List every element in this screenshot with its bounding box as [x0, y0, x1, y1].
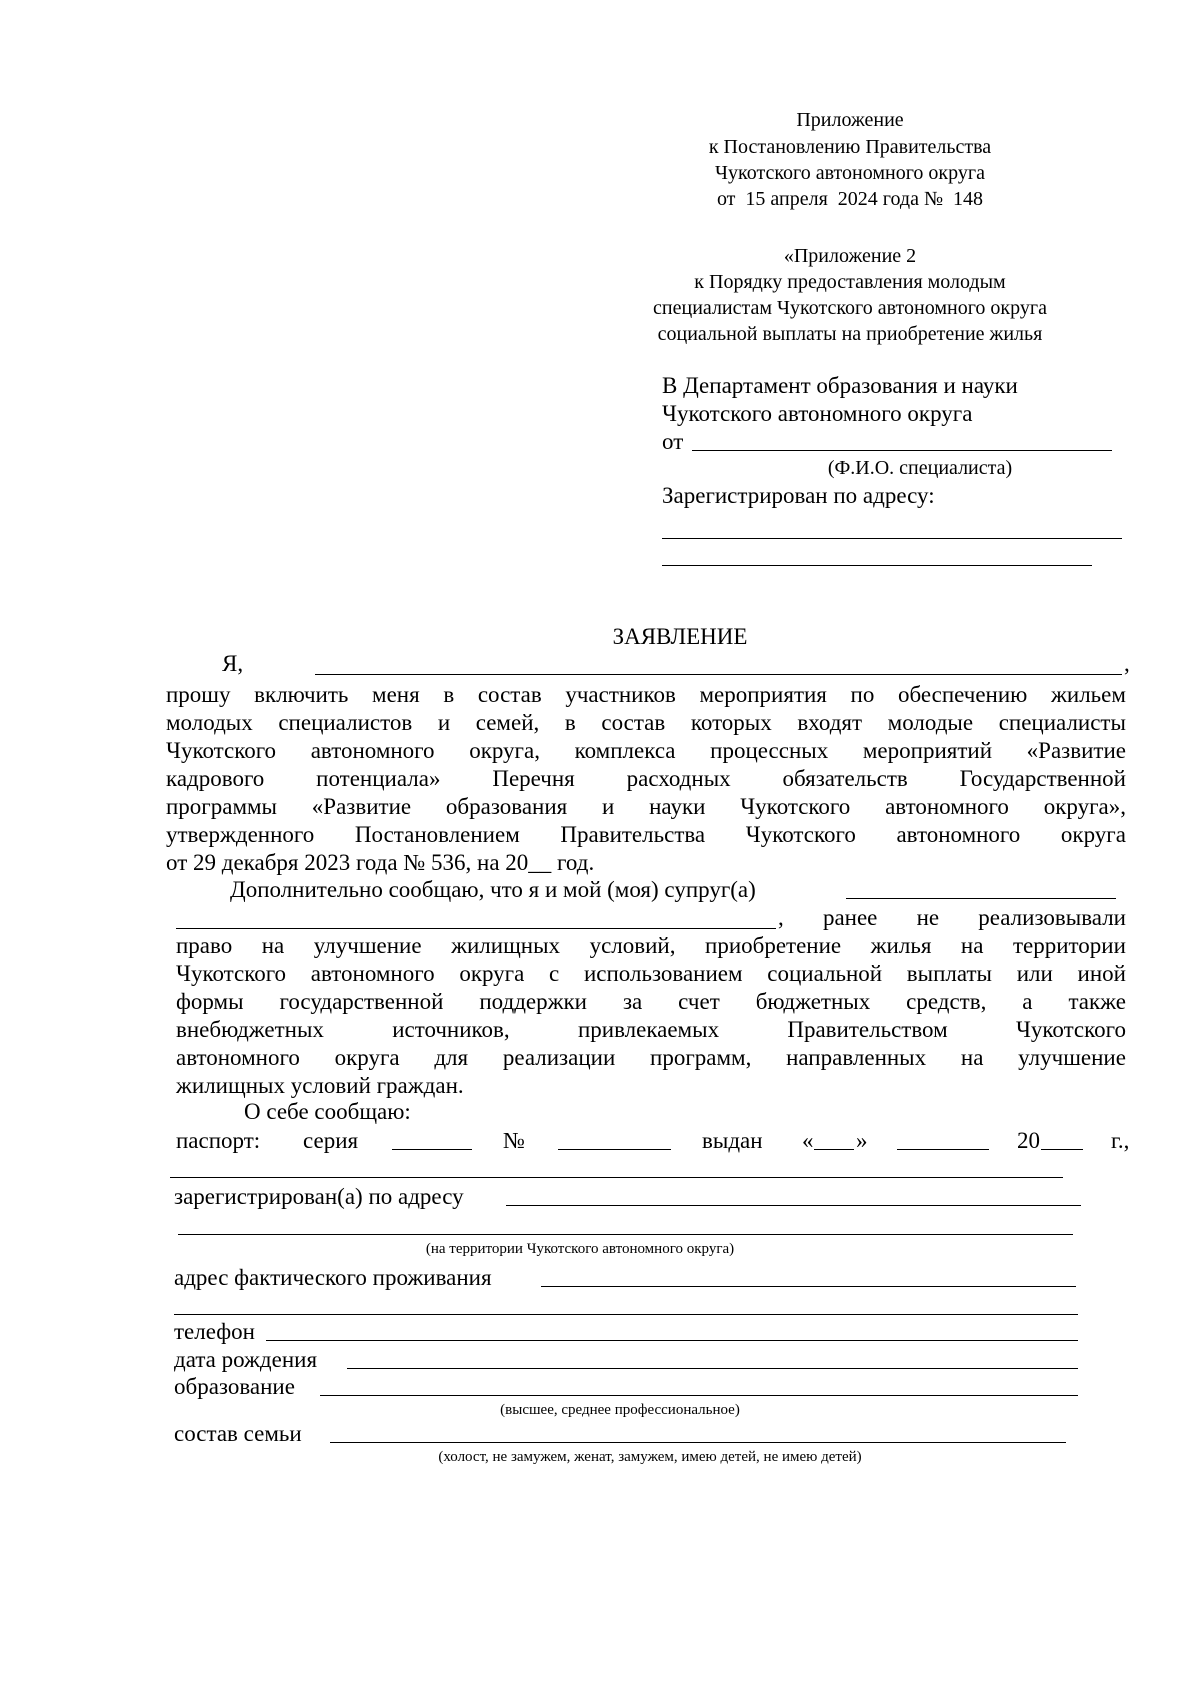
number-sign: № [503, 1128, 525, 1153]
word: выплаты [906, 961, 992, 986]
education-label: образование [174, 1374, 295, 1399]
family-field[interactable] [330, 1442, 1066, 1443]
address-line-2[interactable] [662, 565, 1092, 566]
word: с [549, 961, 560, 986]
word: округа [459, 961, 525, 986]
word: реализовывали [978, 905, 1126, 930]
word: состав [477, 682, 542, 707]
word: специалистов [278, 710, 413, 735]
p1-line4 [166, 767, 1126, 790]
territory-hint: (на территории Чукотского автономного округа) [425, 1241, 735, 1257]
word: которых [690, 710, 772, 735]
word: автономного [310, 961, 435, 986]
fio-line[interactable] [692, 450, 1112, 451]
word: реализации [502, 1045, 616, 1070]
word: также [1068, 989, 1126, 1014]
word: участников [565, 682, 676, 707]
word: улучшение [313, 933, 422, 958]
word: в [564, 710, 576, 735]
word: привлекаемых [577, 1017, 720, 1042]
word: направленных [786, 1045, 927, 1070]
p2-line7 [176, 1046, 1126, 1069]
passport-series-field[interactable] [392, 1149, 472, 1150]
word: молодых [166, 710, 253, 735]
phone-field[interactable] [266, 1340, 1078, 1341]
word: в [443, 682, 455, 707]
word: обеспечению [897, 682, 1028, 707]
word: мероприятий [862, 738, 993, 763]
registered-address-field-2[interactable] [178, 1234, 1073, 1235]
word: право [176, 933, 233, 958]
word: науки [649, 794, 706, 819]
word: меня [372, 682, 420, 707]
actual-address-label: адрес фактического проживания [174, 1265, 492, 1290]
p2-line8: жилищных условий граждан. [176, 1073, 464, 1098]
word: по [850, 682, 875, 707]
word: улучшение [1018, 1045, 1126, 1070]
education-hint: (высшее, среднее профессиональное) [500, 1402, 740, 1418]
p2-line3 [176, 934, 1126, 957]
p1-line3 [166, 739, 1126, 762]
applicant-name-line[interactable] [315, 674, 1122, 675]
word: территории [1012, 933, 1126, 958]
p2-line1: Дополнительно сообщаю, что я и мой (моя) супруг(а) [230, 877, 756, 902]
word: Правительством [787, 1017, 948, 1042]
annex2-line2: специалистам Чукотского автономного округа [653, 297, 1047, 319]
word: приобретение [705, 933, 842, 958]
word: поддержки [479, 989, 587, 1014]
word: Чукотского [176, 961, 287, 986]
p1-line7: от 29 декабря 2023 года № 536, на 20__ год. [166, 850, 595, 875]
word: и [602, 794, 615, 819]
word: Чукотского [1015, 1017, 1126, 1042]
word: потенциала» [316, 766, 441, 791]
issued-label: выдан [702, 1128, 763, 1153]
word: Правительства [560, 822, 706, 847]
from-label: от [662, 429, 684, 454]
series-label: серия [303, 1128, 359, 1153]
addressee-line2: Чукотского автономного округа [662, 401, 973, 426]
word: семей, [475, 710, 540, 735]
passport-issuer-line[interactable] [170, 1177, 1063, 1178]
spouse-name-line-2[interactable] [176, 928, 776, 929]
appendix-date: от 15 апреля 2024 года № 148 [716, 188, 984, 210]
word: на [960, 1045, 984, 1070]
p1-line2 [166, 711, 1126, 734]
word: Чукотского [745, 822, 856, 847]
word: прошу [166, 682, 231, 707]
phone-label: телефон [174, 1319, 255, 1344]
issue-day-field[interactable] [814, 1149, 854, 1150]
word: «Развитие [311, 794, 412, 819]
appendix-decree: к Постановлению Правительства [708, 136, 992, 158]
birth-date-label: дата рождения [174, 1347, 318, 1372]
word: кадрового [166, 766, 265, 791]
registered-label: Зарегистрирован по адресу: [662, 483, 935, 508]
word: , [778, 905, 784, 930]
p2-line4 [176, 962, 1126, 985]
birth-date-field[interactable] [347, 1368, 1078, 1369]
word: для [434, 1045, 469, 1070]
issue-year-field[interactable] [1041, 1149, 1083, 1150]
p2-line5 [176, 990, 1126, 1013]
word: автономного [885, 794, 1009, 819]
passport-label: паспорт: [176, 1128, 261, 1153]
word: программы [166, 794, 278, 819]
family-hint: (холост, не замужем, женат, замужем, имею детей, не имею детей) [438, 1449, 862, 1465]
word: государственной [279, 989, 444, 1014]
issue-month-field[interactable] [897, 1149, 989, 1150]
year-prefix: 20 [1017, 1128, 1040, 1153]
ya-label: Я, [222, 651, 244, 676]
actual-address-field[interactable] [541, 1286, 1076, 1287]
word: «Развитие [1026, 738, 1126, 763]
word: комплекса [574, 738, 676, 763]
address-line-1[interactable] [662, 538, 1122, 539]
p1-line5 [166, 795, 1126, 818]
appendix-title: Приложение [796, 109, 904, 131]
word: жилищных [451, 933, 561, 958]
word: включить [254, 682, 349, 707]
word: округа [334, 1045, 400, 1070]
word: жилья [870, 933, 932, 958]
registered-address-field[interactable] [506, 1205, 1081, 1206]
ya-comma: , [1124, 651, 1130, 676]
word: формы [176, 989, 244, 1014]
word: округа, [469, 738, 540, 763]
statement-title: ЗАЯВЛЕНИЕ [612, 624, 748, 649]
word: молодые [887, 710, 974, 735]
word: жильем [1051, 682, 1126, 707]
word: социальной [767, 961, 883, 986]
actual-address-field-2[interactable] [174, 1314, 1078, 1315]
passport-number-field[interactable] [558, 1149, 671, 1150]
word: состав [601, 710, 666, 735]
word: или [1016, 961, 1053, 986]
word: на [960, 933, 984, 958]
word: за [622, 989, 643, 1014]
word: условий, [589, 933, 676, 958]
p1-line6 [166, 823, 1126, 846]
word: процессных [710, 738, 829, 763]
word: автономного [176, 1045, 300, 1070]
word: источников, [392, 1017, 510, 1042]
word: ранее [822, 905, 878, 930]
word: входят [797, 710, 863, 735]
spouse-name-line[interactable] [846, 898, 1116, 899]
word: расходных [626, 766, 731, 791]
word: а [1022, 989, 1033, 1014]
word: образования [445, 794, 568, 819]
annex2-title: «Приложение 2 [783, 245, 917, 267]
word: Перечня [492, 766, 575, 791]
p1-line1 [166, 683, 1126, 706]
registered-address-label: зарегистрирован(а) по адресу [174, 1184, 464, 1209]
word: и [437, 710, 451, 735]
appendix-region: Чукотского автономного округа [715, 162, 985, 184]
word: бюджетных [755, 989, 871, 1014]
word: округа», [1043, 794, 1126, 819]
annex2-line1: к Порядку предоставления молодым [694, 271, 1006, 293]
about-intro: О себе сообщаю: [244, 1099, 411, 1124]
word: утвержденного [166, 822, 315, 847]
annex2-line3: социальной выплаты на приобретение жилья [657, 323, 1043, 345]
word: счет [678, 989, 720, 1014]
word: Чукотского [740, 794, 851, 819]
education-field[interactable] [320, 1395, 1078, 1396]
word: мероприятия [699, 682, 827, 707]
quote-open: « [802, 1128, 814, 1153]
year-suffix: г., [1111, 1128, 1130, 1153]
quote-close: » [856, 1128, 868, 1153]
word: иной [1077, 961, 1126, 986]
p2-line2-tail [778, 906, 1126, 929]
addressee-line1: В Департамент образования и науки [662, 373, 1018, 398]
word: автономного [310, 738, 435, 763]
word: Государственной [959, 766, 1126, 791]
fio-hint: (Ф.И.О. специалиста) [827, 457, 1013, 479]
word: программ, [650, 1045, 752, 1070]
word: использованием [583, 961, 743, 986]
word: обязательств [782, 766, 908, 791]
word: специалисты [998, 710, 1126, 735]
word: округа [1060, 822, 1126, 847]
word: не [916, 905, 940, 930]
word: автономного [896, 822, 1021, 847]
word: на [261, 933, 285, 958]
family-label: состав семьи [174, 1421, 302, 1446]
word: Чукотского [166, 738, 277, 763]
word: внебюджетных [176, 1017, 324, 1042]
word: Постановлением [354, 822, 520, 847]
p2-line6 [176, 1018, 1126, 1041]
word: средств, [906, 989, 987, 1014]
